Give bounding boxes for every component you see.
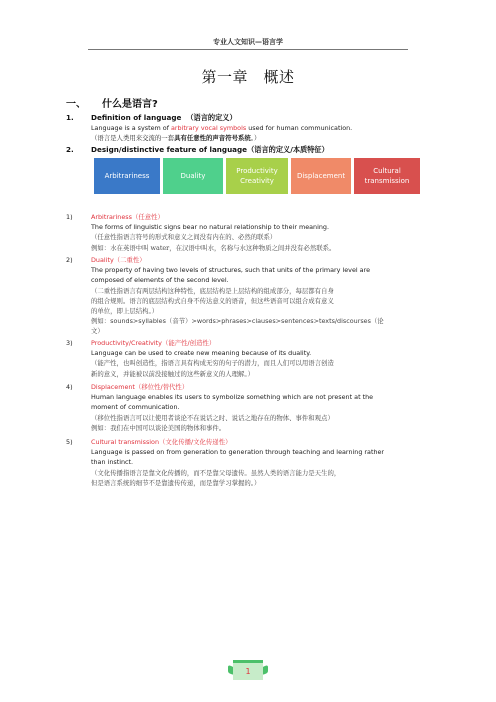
- feature-box-productivity: Productivity Creativity: [226, 158, 288, 194]
- feature-item-arbitrariness: 1) Arbitrariness（任意性） The forms of linguistic signs bear no natural relationship to their meaning. （任意性指语言符号的形式和意义之间没有内在的、必然的联系） 例如：水在英语中叫 water，在汉语中叫水，名称与水这种物质之间并没有必然联系。: [66, 213, 336, 252]
- section-number: 一、: [66, 99, 86, 110]
- feature-item-duality: 2) Duality（二重性） The property of having two levels of structures, such that units of the primary level are composed of elements of the second level. （二重性指语言有两层结构这种特性，底层结构是上层结构的组成部分，每层都有自身 的组合规则。语言的底层结构式自身不传达意义的语音，但这些语音可以组合成有意义 的单位，即上层结构。） 例如：sounds>syllables（音节）>words>phrases>clauses>sentences>texts/discourses（论 文）: [66, 256, 384, 336]
- page-number-badge: [228, 660, 268, 680]
- features-heading-block: [66, 144, 432, 155]
- feature-box-displacement: Displacement: [291, 158, 351, 194]
- running-header: 专业人文知识—语言学: [213, 38, 283, 46]
- chapter-title: 第一章 概述: [201, 68, 295, 86]
- definition-heading: 1. Definition of language （语言的定义）: [66, 113, 237, 122]
- definition-block: [66, 112, 432, 143]
- feature-diagram: [94, 158, 444, 194]
- definition-cn: （语言是人类用来交流的一套具有任意性的声音符号系统。）: [91, 134, 261, 143]
- feature-item-displacement: 4) Displacement（移位性/替代性） Human language enables its users to symbolize something which are not present at the moment of communication. （移位性指语言可以让使用者谈论不在说话之时、说话之地存在的物体、事件和观点） 例如：我们在中国可以谈论美国的物体和事件。: [66, 383, 374, 432]
- section-title: 什么是语言?: [102, 99, 158, 110]
- feature-box-cultural-transmission: Cultural transmission: [354, 158, 420, 194]
- feature-item-cultural-transmission: 5) Cultural transmission（文化传播/文化传递性） Language is passed on from generation to generation through teaching and learning rather than instinct. （文化传播指语言是靠文化传播的，而不是靠父母遗传。虽然人类的语言能力是天生的， 但是语言系统的细节不是靠遗传传递，而是靠学习掌握的。）: [66, 438, 385, 487]
- features-heading: 2. Design/distinctive feature of language（语言的定义/本质特征）: [66, 145, 329, 154]
- section-heading: [66, 95, 158, 110]
- header-rule: [88, 49, 408, 50]
- feature-box-arbitrariness: Arbitrariness: [94, 158, 160, 194]
- feature-box-duality: Duality: [163, 158, 223, 194]
- feature-item-productivity: 3) Productivity/Creativity（能产性/创造性） Language can be used to create new meaning because of its duality. （能产性，也叫创造性，指语言具有构成无穷的句子的潜力，而且人们可以用语言创造 新的意义，并能被以前没接触过的这些新意义的人理解。）: [66, 339, 334, 378]
- definition-en: Language is a system of arbitrary vocal symbols used for human communication.: [91, 124, 353, 132]
- page-number: 1: [233, 660, 263, 680]
